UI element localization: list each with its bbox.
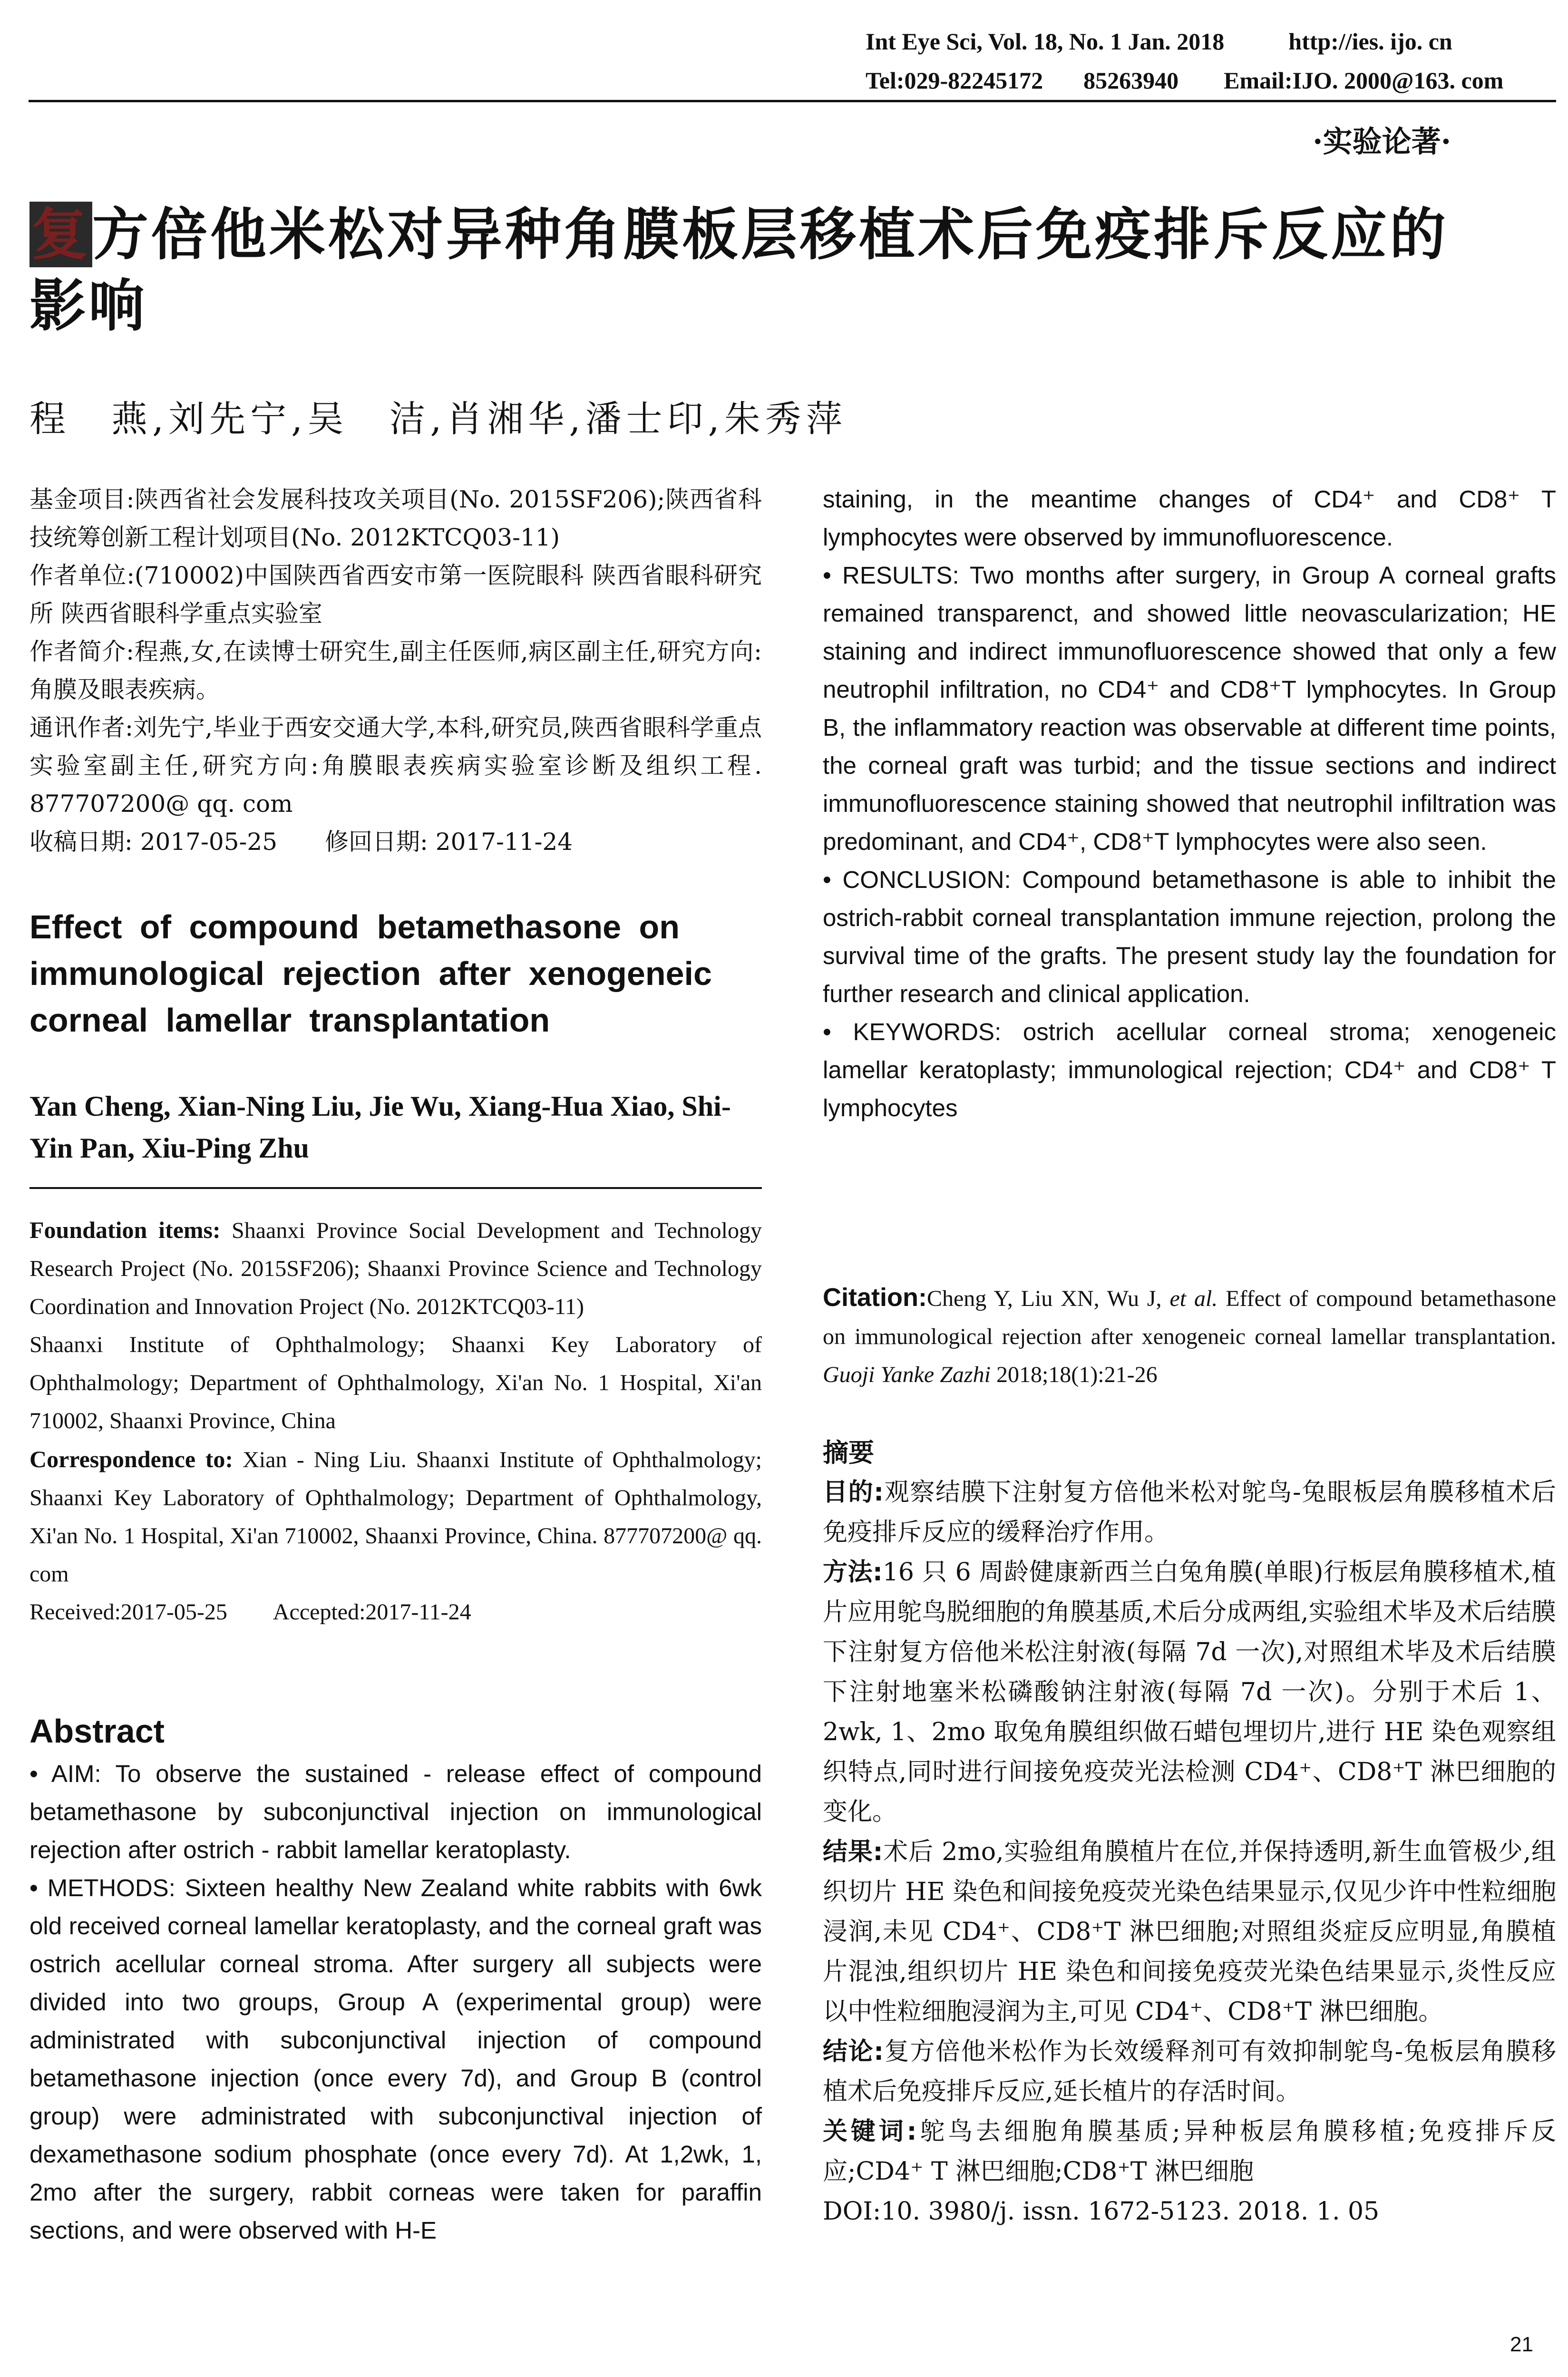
abstract-conclusion: • CONCLUSION: Compound betamethasone is able to inhibit the ostrich-rabbit corneal transplantation immune rejection, prolong the survival time of the grafts. The present study lay the foundation for further research and clinical application.	[823, 866, 1556, 1007]
citation-label: Citation:	[823, 1283, 927, 1312]
cn-info-affiliation: 作者单位:(710002)中国陕西省西安市第一医院眼科 陕西省眼科研究所 陕西省眼科学重点实验室	[29, 562, 762, 627]
abstract-right-block	[823, 480, 1556, 1127]
journal-tel: Tel:029-82245172	[866, 67, 1043, 94]
citation-journal: Guoji Yanke Zazhi	[823, 1362, 991, 1387]
en-affiliation: Shaanxi Institute of Ophthalmology; Shaanxi Key Laboratory of Ophthalmology; Department of Ophthalmology, Xi'an No. 1 Hospital, Xi'an 710002, Shaanxi Province, China	[29, 1332, 762, 1433]
cn-methods-text: 16 只 6 周龄健康新西兰白兔角膜(单眼)行板层角膜移植术,植片应用鸵鸟脱细胞的角膜基质,术后分成两组,实验组术毕及术后结膜下注射复方倍他米松注射液(每隔 7d 一次),对照组术毕及术后结膜下注射地塞米松磷酸钠注射液(每隔 7d 一次)。分别于术后 1、2wk, 1、2mo 取兔角膜组织做石蜡包埋切片,进行 HE 染色观察组织特点,同时进行间接免疫荧光法检测 CD4⁺、CD8⁺T 淋巴细胞的变化。	[823, 1558, 1556, 1826]
abstract-results: • RESULTS: Two months after surgery, in Group A corneal grafts remained transparenct, and showed little neovascularization; HE staining and indirect immunofluorescence showed that only a few neutrophil infiltration, no CD4⁺ and CD8⁺T lymphocytes. In Group B, the inflammatory reaction was observable at different time points, the corneal graft was turbid; and the tissue sections and indirect immunofluorescence staining showed that neutrophil infiltration was predominant, and CD4⁺, CD8⁺T lymphocytes were also seen.	[823, 562, 1556, 855]
title-line2: 影响	[29, 273, 148, 339]
cn-conclusion-text: 复方倍他米松作为长效缓释剂可有效抑制鸵鸟-兔板层角膜移植术后免疫排斥反应,延长植片的存活时间。	[823, 2037, 1557, 2106]
abstract-methods: • METHODS: Sixteen healthy New Zealand white rabbits with 6wk old received corneal lamellar keratoplasty, and the corneal graft was ostrich acellular corneal stroma. After surgery all subjects were divided into two groups, Group A (experimental group) were administrated with subconjunctival injection of compound betamethasone injection (once every 7d), and Group B (control group) were administrated with subconjunctival injection of dexamethasone sodium phosphate (once every 7d). At 1,2wk, 1, 2mo after the surgery, rabbit corneas were taken for paraffin sections, and were observed with H-E	[29, 1874, 762, 2244]
section-label: ·实验论著·	[1313, 124, 1451, 159]
cn-abstract-aim	[823, 1472, 1556, 1552]
cn-abstract-conclusion	[823, 2032, 1556, 2112]
abstract-methods-cont: staining, in the meantime changes of CD4⁺ and CD8⁺ T lymphocytes were observed by immunofluorescence.	[823, 486, 1556, 551]
en-received: Received:2017-05-25 Accepted:2017-11-24	[29, 1599, 471, 1625]
header-rule	[29, 100, 1556, 102]
citation-etal: et al.	[1169, 1286, 1218, 1311]
journal-email: Email:IJO. 2000@163. com	[1224, 67, 1504, 94]
cn-info-correspondence: 通讯作者:刘先宁,毕业于西安交通大学,本科,研究员,陕西省眼科学重点实验室副主任,研究方向:角膜眼表疾病实验室诊断及组织工程. 877707200@ qq. com	[29, 714, 762, 818]
cn-abstract-block	[823, 1472, 1556, 2231]
left-divider	[29, 1187, 762, 1189]
en-correspondence-label: Correspondence to:	[29, 1446, 234, 1472]
abstract-left-block	[29, 1755, 762, 2250]
journal-website: http://ies. ijo. cn	[1288, 28, 1452, 55]
abstract-keywords: • KEYWORDS: ostrich acellular corneal stroma; xenogeneic lamellar keratoplasty; immunological rejection; CD4⁺ and CD8⁺ T lymphocytes	[823, 1018, 1556, 1121]
journal-tel2: 85263940	[1083, 67, 1179, 94]
title-first-char: 复	[29, 202, 92, 267]
citation-text-a: Cheng Y, Liu XN, Wu J,	[926, 1286, 1162, 1311]
cn-info-block	[29, 480, 762, 861]
en-correspondence-text: Xian - Ning Liu. Shaanxi Institute of Ophthalmology; Shaanxi Key Laboratory of Ophthalmology; Department of Ophthalmology, Xi'an No. 1 Hospital, Xi'an 710002, Shaanxi Province, China. 877707200@ qq. com	[29, 1447, 762, 1587]
cn-abstract-heading: 摘要	[823, 1438, 874, 1468]
page-number: 21	[1510, 2333, 1533, 2356]
cn-aim-label: 目的:	[823, 1478, 884, 1507]
citation-text-b: Effect of compound betamethasone on immunological rejection after xenogeneic corneal lamellar transplantation.	[823, 1286, 1557, 1349]
cn-keywords-label: 关键词:	[823, 2117, 917, 2146]
page-title	[29, 199, 1561, 341]
citation	[823, 1278, 1556, 1394]
cn-abstract-methods	[823, 1552, 1556, 1832]
en-title: Effect of compound betamethasone on immunological rejection after xenogeneic corneal lamellar transplantation	[29, 908, 712, 1039]
cn-info-dates: 收稿日期: 2017-05-25 修回日期: 2017-11-24	[29, 828, 573, 856]
title-line1: 方倍他米松对异种角膜板层移植术后免疫排斥反应的	[92, 202, 1449, 267]
authors-cn: 程 燕,刘先宁,吴 洁,肖湘华,潘士印,朱秀萍	[29, 398, 847, 440]
cn-info-author-bio: 作者简介:程燕,女,在读博士研究生,副主任医师,病区副主任,研究方向:角膜及眼表疾病。	[29, 638, 762, 703]
cn-conclusion-label: 结论:	[823, 2037, 884, 2066]
journal-header	[866, 28, 1452, 55]
abstract-heading: Abstract	[29, 1713, 165, 1750]
citation-tail: 2018;18(1):21-26	[996, 1362, 1158, 1387]
en-authors: Yan Cheng, Xian-Ning Liu, Jie Wu, Xiang-Hua Xiao, Shi-Yin Pan, Xiu-Ping Zhu	[29, 1091, 731, 1164]
journal-contact	[866, 67, 1503, 94]
cn-abstract-keywords	[823, 2112, 1556, 2192]
en-foundation	[29, 1211, 762, 1326]
cn-results-label: 结果:	[823, 1838, 883, 1866]
en-correspondence	[29, 1440, 762, 1593]
en-foundation-label: Foundation items:	[29, 1217, 221, 1243]
cn-abstract-results	[823, 1832, 1556, 2032]
journal-citation: Int Eye Sci, Vol. 18, No. 1 Jan. 2018	[866, 28, 1225, 55]
cn-keywords-text: 鸵鸟去细胞角膜基质;异种板层角膜移植;免疫排斥反应;CD4⁺ T 淋巴细胞;CD8⁺T 淋巴细胞	[823, 2117, 1556, 2186]
cn-info-funding: 基金项目:陕西省社会发展科技攻关项目(No. 2015SF206);陕西省科技统筹创新工程计划项目(No. 2012KTCQ03-11)	[29, 486, 762, 551]
abstract-aim: • AIM: To observe the sustained - release effect of compound betamethasone by subconjunctival injection on immunological rejection after ostrich - rabbit lamellar keratoplasty.	[29, 1760, 762, 1863]
en-info-block	[29, 1211, 762, 1631]
cn-doi: DOI:10. 3980/j. issn. 1672-5123. 2018. 1. 05	[823, 2197, 1380, 2226]
cn-aim-text: 观察结膜下注射复方倍他米松对鸵鸟-兔眼板层角膜移植术后免疫排斥反应的缓释治疗作用。	[823, 1478, 1557, 1547]
cn-methods-label: 方法:	[823, 1558, 883, 1587]
en-foundation-text: Shaanxi Province Social Development and Technology Research Project (No. 2015SF206); Shaanxi Province Science and Technology Coordination and Innovation Project (No. 2012KTCQ03-11)	[29, 1218, 762, 1319]
cn-results-text: 术后 2mo,实验组角膜植片在位,并保持透明,新生血管极少,组织切片 HE 染色和间接免疫荧光染色结果显示,仅见少许中性粒细胞浸润,未见 CD4⁺、CD8⁺T 淋巴细胞;对照组炎症反应明显,角膜植片混浊,组织切片 HE 染色和间接免疫荧光染色结果显示,炎性反应以中性粒细胞浸润为主,可见 CD4⁺、CD8⁺T 淋巴细胞。	[823, 1838, 1556, 2026]
